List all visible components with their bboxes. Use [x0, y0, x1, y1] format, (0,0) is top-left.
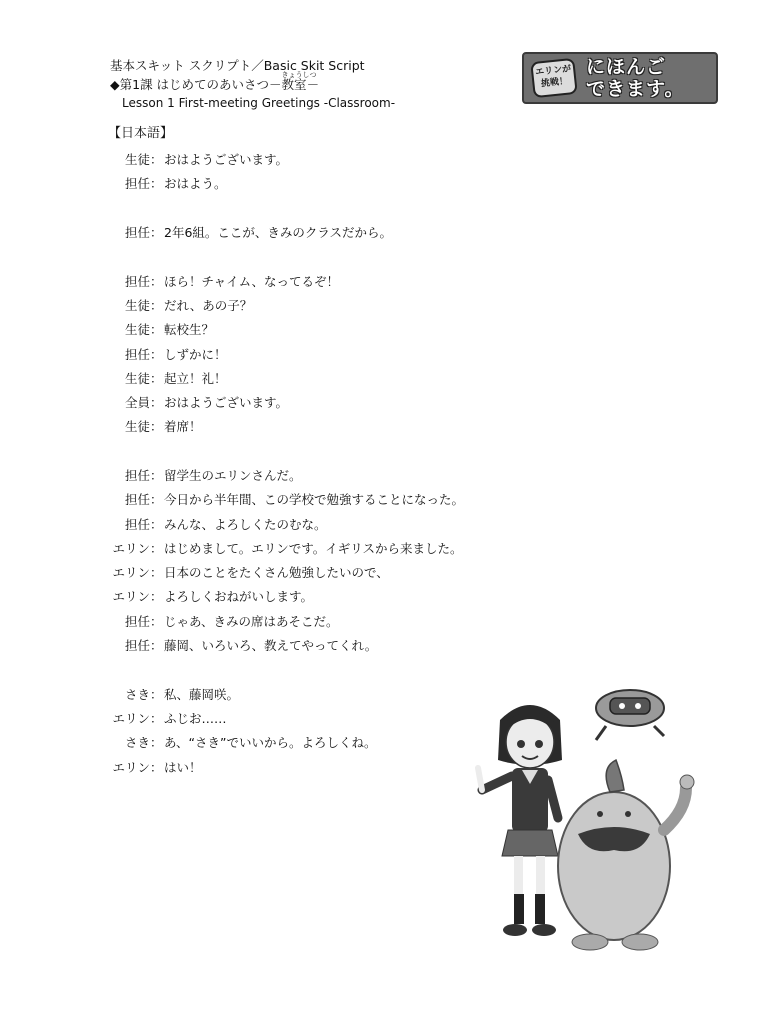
document-header [110, 56, 395, 113]
utterance-text: ほら！チャイム、なってるぞ！ [164, 273, 340, 289]
speaker-name: 全員 [124, 395, 150, 411]
dialogue-line [106, 584, 526, 608]
dialogue-line [106, 487, 526, 511]
speaker-name: 担任 [124, 273, 150, 289]
header-title: 基本スキット スクリプト／Basic Skit Script [110, 58, 365, 73]
speaker-colon: ： [150, 638, 163, 654]
speaker-colon: ： [150, 735, 163, 751]
utterance-text: あ、“さき”でいいから。よろしくね。 [164, 735, 377, 751]
speaker-colon: ： [150, 492, 163, 508]
lesson-title [110, 71, 395, 94]
speaker-colon: ： [150, 176, 163, 192]
utterance-text: ふじお…… [164, 710, 227, 726]
speaker-name: 担任 [124, 225, 150, 241]
speaker-colon: ： [150, 759, 163, 775]
utterance-text: 藤岡、いろいろ、教えてやってくれ。 [164, 638, 378, 654]
dialogue-line [106, 536, 526, 560]
speaker-name: エリン [112, 759, 150, 775]
utterance-text: はい！ [164, 759, 202, 775]
speaker-name: エリン [112, 710, 150, 726]
speaker-name: エリン [112, 589, 150, 605]
speaker-name: 担任 [124, 516, 150, 532]
utterance-text: 私、藤岡咲。 [164, 686, 240, 702]
dialogue-line [106, 341, 526, 365]
dialogue-line [106, 220, 526, 244]
utterance-text: 日本のことをたくさん勉強したいので、 [164, 565, 389, 581]
speaker-colon: ： [150, 273, 163, 289]
dialogue-line [106, 560, 526, 584]
speaker-name: 担任 [124, 468, 150, 483]
speaker-colon: ： [150, 710, 163, 726]
speaker-name: 担任 [124, 613, 150, 629]
speaker-colon: ： [150, 686, 163, 702]
speaker-name: 生徒 [124, 297, 150, 313]
speaker-colon: ： [150, 540, 163, 556]
dialogue-line [106, 390, 526, 414]
blank-line [106, 657, 526, 681]
lesson-title-kanji-with-ruby [281, 71, 317, 94]
dialogue-line [106, 463, 526, 487]
speaker-colon: ： [150, 225, 163, 241]
speaker-name: 生徒 [124, 322, 150, 338]
blank-line [106, 439, 526, 463]
utterance-text: 留学生のエリンさんだ。 [164, 468, 302, 483]
dialogue-line [106, 609, 526, 633]
utterance-text: しずかに！ [164, 346, 227, 362]
utterance-text: 今日から半年間、この学校で勉強することになった。 [164, 492, 465, 508]
utterance-text: みんな、よろしくたのむな。 [164, 516, 327, 532]
speaker-name: 生徒 [124, 152, 150, 168]
utterance-text: 転校生？ [164, 322, 215, 338]
speaker-colon: ： [150, 152, 163, 168]
blank-line [106, 196, 526, 220]
speaker-colon: ： [150, 589, 163, 605]
dialogue-line [106, 293, 526, 317]
speaker-colon: ： [150, 419, 163, 435]
dialogue-line [106, 147, 526, 171]
logo-text-line2: できます。 [586, 78, 685, 100]
utterance-text: じゃあ、きみの席はあそこだ。 [164, 613, 339, 629]
speaker-name: さき [124, 735, 150, 751]
blank-line [106, 244, 526, 268]
speaker-name: 担任 [124, 492, 150, 508]
speaker-colon: ： [150, 322, 163, 338]
speaker-colon: ： [150, 395, 163, 411]
speaker-name: 生徒 [124, 370, 150, 386]
speaker-colon: ： [150, 565, 163, 581]
lesson-title-kanji: 教室 [281, 77, 307, 92]
nihongo-dekimasu-logo [522, 52, 718, 104]
speaker-colon: ： [150, 613, 163, 629]
dialogue-line [106, 633, 526, 657]
speaker-name: 担任 [124, 638, 150, 654]
speaker-name: エリン [112, 540, 150, 556]
speaker-colon: ： [150, 346, 163, 362]
speaker-colon: ： [150, 297, 163, 313]
section-label-japanese: 【日本語】 [108, 126, 174, 141]
dialogue-line [106, 366, 526, 390]
speaker-name: 担任 [124, 176, 150, 192]
utterance-text: おはよう。 [164, 176, 227, 192]
lesson-title-prefix: ◆第1課 はじめてのあいさつ－ [110, 77, 282, 92]
lesson-title-suffix: － [306, 77, 320, 92]
speaker-name: エリン [112, 565, 150, 581]
speaker-name: 担任 [124, 346, 150, 362]
speaker-colon: ： [150, 370, 163, 386]
speaker-name: さき [124, 686, 150, 702]
utterance-text: よろしくおねがいします。 [164, 589, 314, 605]
logo-text-line1: にほんご [586, 56, 667, 78]
logo-badge: エリンが挑戦！ [530, 58, 578, 98]
dialogue-line [106, 171, 526, 195]
speaker-name: 生徒 [124, 419, 150, 435]
mascot-character-icon [558, 760, 694, 950]
utterance-text: だれ、あの子？ [164, 297, 253, 313]
utterance-text: おはようございます。 [164, 152, 289, 168]
robot-icon [596, 690, 664, 740]
girl-character-icon [478, 705, 562, 936]
utterance-text: 2年6組。ここが、きみのクラスだから。 [164, 225, 393, 241]
logo-text [586, 56, 716, 100]
speaker-colon: ： [150, 516, 163, 532]
lesson-subtitle-english: Lesson 1 First-meeting Greetings -Classroom- [122, 96, 396, 110]
utterance-text: はじめまして。エリンです。イギリスから来ました。 [164, 540, 463, 556]
speaker-colon: ： [150, 468, 163, 483]
characters-illustration [460, 680, 730, 970]
dialogue-line [106, 414, 526, 438]
dialogue-line [106, 511, 526, 535]
utterance-text: 着席！ [164, 419, 202, 435]
dialogue-line [106, 268, 526, 292]
utterance-text: おはようございます。 [164, 395, 289, 411]
dialogue-line [106, 317, 526, 341]
utterance-text: 起立！礼！ [164, 370, 227, 386]
furigana: きょうしつ [281, 71, 317, 79]
